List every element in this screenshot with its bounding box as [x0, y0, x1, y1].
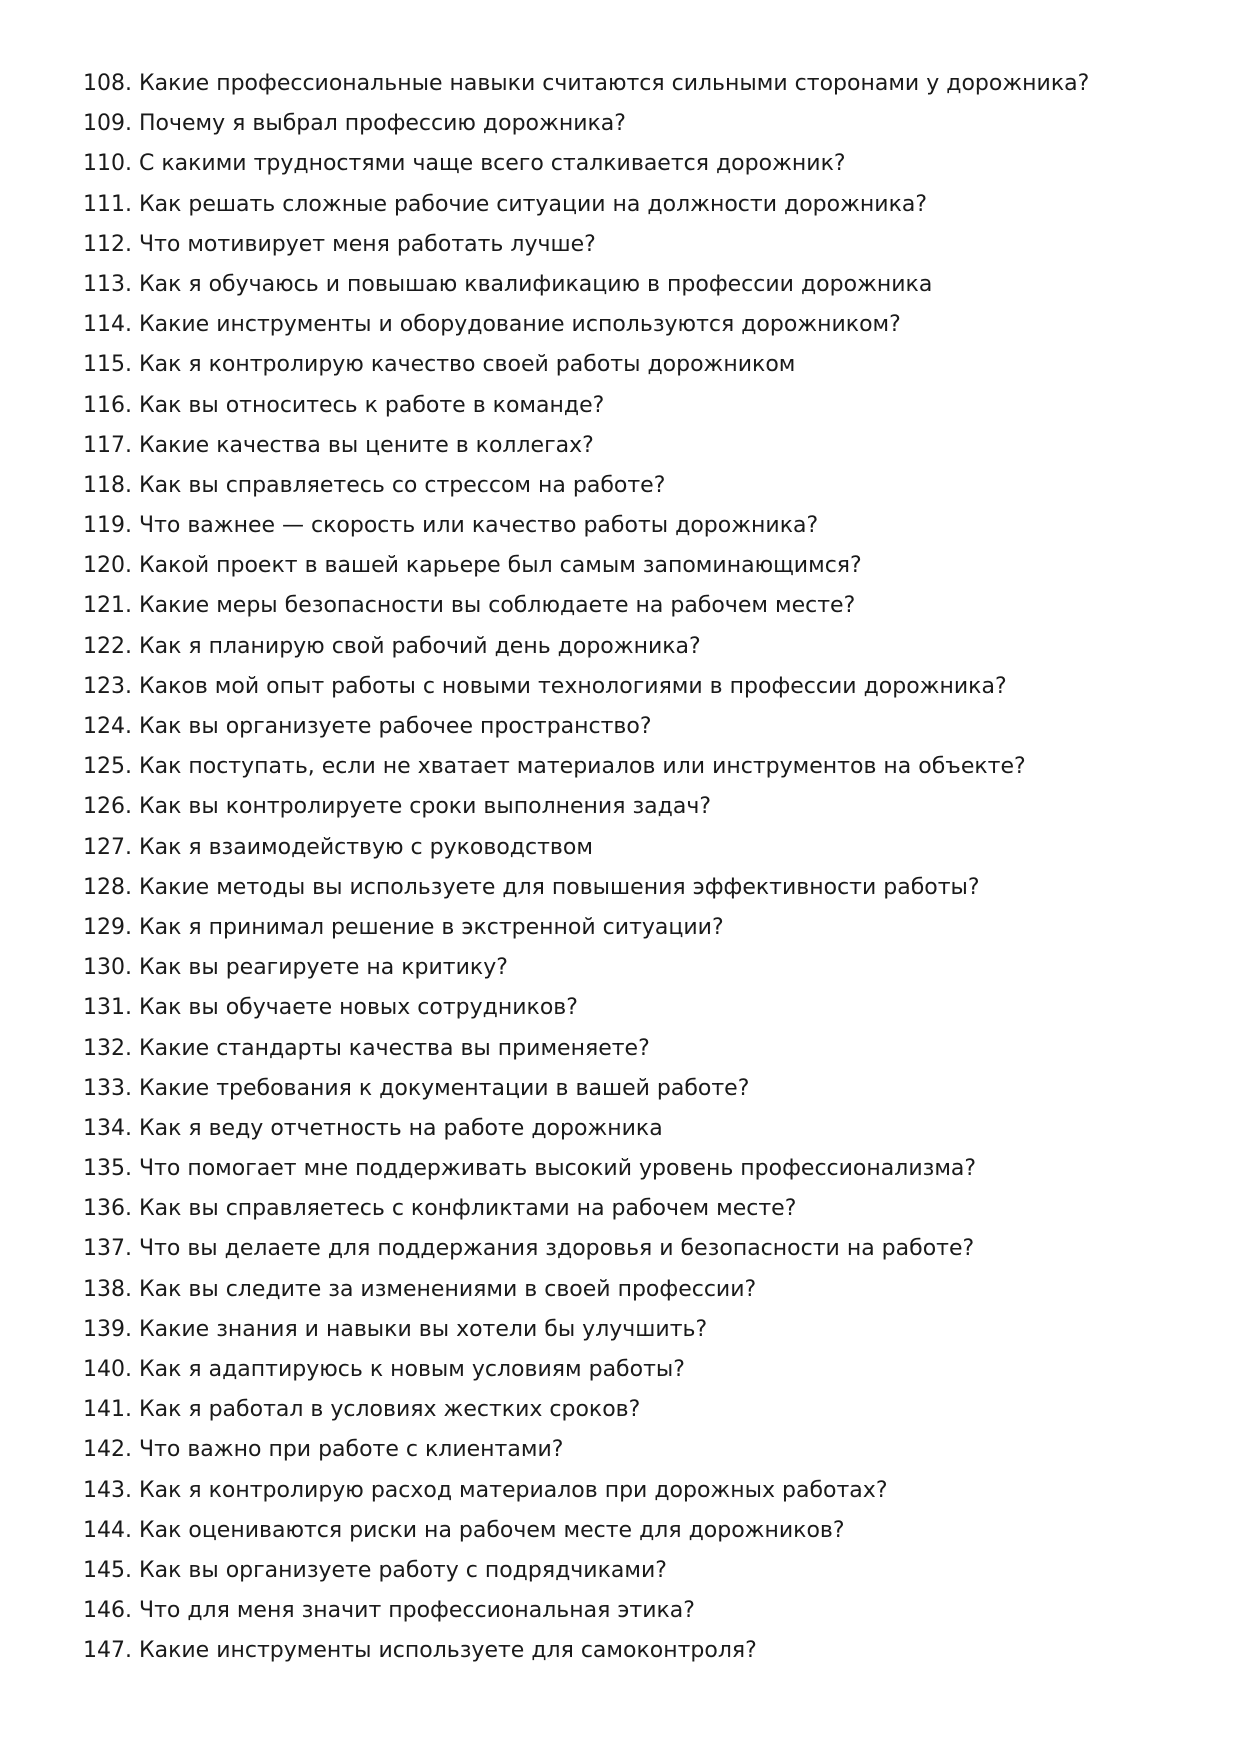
question-number: 126.: [83, 794, 132, 820]
question-text: Как оцениваются риски на рабочем месте для дорожников?: [138, 1517, 845, 1543]
question-number: 129.: [83, 914, 132, 940]
question-item: [83, 1069, 1183, 1109]
question-text: Какие меры безопасности вы соблюдаете на рабочем месте?: [138, 593, 856, 619]
question-item: [83, 868, 1183, 908]
question-item: [83, 1591, 1183, 1631]
question-text: Как я контролирую качество своей работы дорожником: [138, 352, 796, 378]
question-text: Как я планирую свой рабочий день дорожника?: [138, 633, 701, 659]
question-number: 128.: [83, 874, 132, 900]
question-number: 132.: [83, 1035, 132, 1061]
question-list: [83, 64, 1183, 1672]
question-text: Что помогает мне поддерживать высокий уровень профессионализма?: [138, 1156, 977, 1182]
question-number: 124.: [83, 714, 132, 739]
question-number: 110.: [83, 151, 132, 177]
question-number: 147.: [83, 1638, 132, 1664]
question-text: Как вы относитесь к работе в команде?: [138, 392, 605, 418]
question-number: 125.: [83, 754, 132, 780]
question-item: [83, 667, 1183, 707]
question-item: [83, 747, 1183, 787]
question-number: 138.: [83, 1276, 132, 1302]
question-text: Как вы справляетесь с конфликтами на рабочем месте?: [138, 1196, 797, 1222]
question-text: Как я контролирую расход материалов при дорожных работах?: [138, 1477, 888, 1503]
question-number: 108.: [83, 71, 132, 96]
question-item: [83, 1350, 1183, 1390]
question-item: [83, 787, 1183, 827]
question-number: 116.: [83, 392, 132, 418]
question-text: Как вы следите за изменениями в своей профессии?: [138, 1276, 757, 1302]
question-number: 142.: [83, 1437, 132, 1463]
question-item: [83, 1229, 1183, 1269]
question-text: Какие инструменты и оборудование используются дорожником?: [138, 312, 901, 338]
question-text: Какой проект в вашей карьере был самым запоминающимся?: [138, 553, 862, 579]
question-item: [83, 144, 1183, 184]
question-item: [83, 707, 1183, 747]
question-number: 123.: [83, 673, 132, 699]
question-item: [83, 1270, 1183, 1310]
question-text: Как я взаимодействую с руководством: [138, 834, 593, 860]
question-text: Как вы обучаете новых сотрудников?: [138, 995, 578, 1021]
question-text: Что для меня значит профессиональная этика?: [138, 1598, 695, 1624]
question-item: [83, 908, 1183, 948]
question-item: [83, 828, 1183, 868]
question-item: [83, 305, 1183, 345]
question-number: 139.: [83, 1316, 132, 1342]
question-text: Какие методы вы используете для повышения эффективности работы?: [138, 874, 980, 900]
question-item: [83, 1471, 1183, 1511]
question-item: [83, 1430, 1183, 1470]
question-item: [83, 386, 1183, 426]
question-item: [83, 1109, 1183, 1149]
question-text: Какие инструменты используете для самоконтроля?: [138, 1638, 757, 1664]
question-number: 140.: [83, 1357, 132, 1382]
question-text: Как я обучаюсь и повышаю квалификацию в профессии дорожника: [138, 271, 933, 297]
question-text: Как поступать, если не хватает материалов или инструментов на объекте?: [138, 754, 1026, 780]
question-number: 112.: [83, 231, 132, 257]
question-number: 122.: [83, 633, 132, 659]
question-item: [83, 948, 1183, 988]
question-number: 143.: [83, 1477, 132, 1503]
question-text: Как я работал в условиях жестких сроков?: [138, 1397, 641, 1423]
question-number: 133.: [83, 1075, 132, 1101]
question-item: [83, 426, 1183, 466]
question-number: 146.: [83, 1598, 132, 1624]
question-text: Какие знания и навыки вы хотели бы улучшить?: [138, 1316, 708, 1342]
question-number: 130.: [83, 955, 132, 981]
question-text: Какие профессиональные навыки считаются сильными сторонами у дорожника?: [138, 71, 1090, 96]
question-text: Каков мой опыт работы с новыми технологиями в профессии дорожника?: [138, 673, 1007, 699]
question-text: С какими трудностями чаще всего сталкивается дорожник?: [138, 151, 846, 177]
question-item: [83, 1631, 1183, 1671]
question-number: 111.: [83, 191, 132, 217]
question-number: 120.: [83, 553, 132, 579]
question-item: [83, 1189, 1183, 1229]
question-item: [83, 345, 1183, 385]
question-item: [83, 1310, 1183, 1350]
question-text: Как вы организуете работу с подрядчиками?: [138, 1557, 667, 1583]
question-number: 113.: [83, 271, 132, 297]
question-item: [83, 1390, 1183, 1430]
question-number: 145.: [83, 1557, 132, 1583]
question-text: Как я веду отчетность на работе дорожника: [138, 1115, 663, 1141]
question-text: Как я принимал решение в экстренной ситуации?: [138, 914, 724, 940]
question-item: [83, 546, 1183, 586]
question-text: Какие стандарты качества вы применяете?: [138, 1035, 650, 1061]
question-number: 119.: [83, 513, 132, 539]
question-number: 121.: [83, 593, 132, 619]
question-text: Что важно при работе с клиентами?: [138, 1437, 564, 1463]
question-text: Как вы организуете рабочее пространство?: [138, 714, 652, 739]
question-text: Что мотивирует меня работать лучше?: [138, 231, 596, 257]
question-item: [83, 627, 1183, 667]
question-item: [83, 265, 1183, 305]
question-text: Как вы реагируете на критику?: [138, 955, 508, 981]
question-number: 109.: [83, 111, 132, 137]
question-number: 141.: [83, 1397, 132, 1423]
question-number: 136.: [83, 1196, 132, 1222]
question-number: 115.: [83, 352, 132, 378]
question-item: [83, 506, 1183, 546]
question-text: Как вы справляетесь со стрессом на работе?: [138, 472, 666, 498]
question-text: Как я адаптируюсь к новым условиям работы?: [138, 1357, 685, 1382]
question-item: [83, 64, 1183, 104]
question-number: 117.: [83, 432, 132, 458]
question-number: 127.: [83, 834, 132, 860]
question-item: [83, 466, 1183, 506]
question-number: 118.: [83, 472, 132, 498]
question-item: [83, 1511, 1183, 1551]
question-item: [83, 225, 1183, 265]
question-text: Как решать сложные рабочие ситуации на должности дорожника?: [138, 191, 928, 217]
question-item: [83, 104, 1183, 144]
question-number: 144.: [83, 1517, 132, 1543]
question-number: 134.: [83, 1115, 132, 1141]
question-text: Как вы контролируете сроки выполнения задач?: [138, 794, 712, 820]
question-item: [83, 1551, 1183, 1591]
question-item: [83, 1149, 1183, 1189]
question-number: 135.: [83, 1156, 132, 1182]
question-number: 131.: [83, 995, 132, 1021]
question-text: Что важнее — скорость или качество работы дорожника?: [138, 513, 819, 539]
question-item: [83, 1029, 1183, 1069]
question-item: [83, 185, 1183, 225]
question-text: Какие требования к документации в вашей работе?: [138, 1075, 750, 1101]
question-item: [83, 586, 1183, 626]
question-text: Почему я выбрал профессию дорожника?: [138, 111, 626, 137]
question-text: Что вы делаете для поддержания здоровья и безопасности на работе?: [138, 1236, 975, 1262]
question-text: Какие качества вы цените в коллегах?: [138, 432, 594, 458]
question-item: [83, 988, 1183, 1028]
question-number: 137.: [83, 1236, 132, 1262]
question-number: 114.: [83, 312, 132, 338]
